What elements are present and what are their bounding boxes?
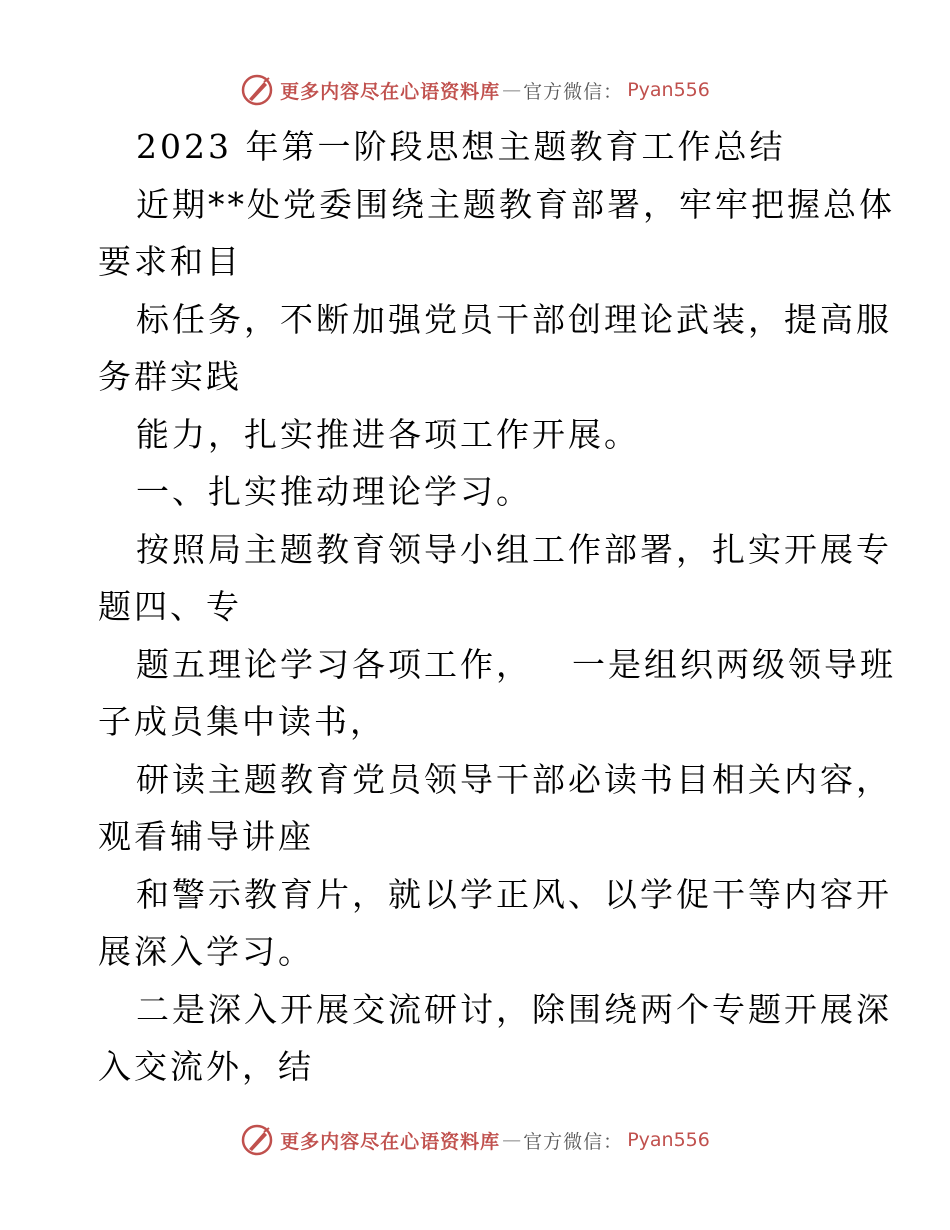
paragraph-line: 要求和目	[98, 242, 242, 281]
paragraph-line: 研读主题教育党员领导干部必读书目相关内容，	[136, 759, 892, 799]
paragraph-line: 标任务，不断加强党员干部创理论武装，提高服	[136, 299, 892, 339]
footer-watermark	[0, 1120, 950, 1160]
paragraph-line: 二是深入开展交流研讨，除围绕两个专题开展深	[136, 989, 892, 1029]
document-body	[98, 118, 896, 1096]
section-heading: 一、扎实推动理论学习。	[136, 472, 532, 511]
paragraph-line: 子成员集中读书，	[98, 702, 386, 741]
paragraph-line: 和警示教育片，就以学正风、以学促干等内容开	[136, 874, 892, 914]
watermark-id: Pyan556	[627, 1129, 710, 1151]
paragraph-line: 近期**处党委围绕主题教育部署，牢牢把握总体	[136, 184, 895, 224]
header-watermark	[0, 70, 950, 110]
watermark-main-text: 更多内容尽在心语资料库	[280, 1130, 501, 1153]
paragraph-line: 入交流外，结	[98, 1047, 314, 1086]
document-title: 2023 年第一阶段思想主题教育工作总结	[136, 127, 786, 166]
watermark-dash: —	[502, 79, 522, 101]
paragraph-segment: 题五理论学习各项工作，	[136, 644, 532, 684]
paragraph-line: 务群实践	[98, 357, 242, 396]
paragraph-line: 题四、专	[98, 587, 242, 626]
paragraph-segment: 一是组织两级领导班	[572, 644, 896, 684]
paragraph-line: 能力，扎实推进各项工作开展。	[136, 414, 640, 454]
paragraph-line: 按照局主题教育领导小组工作部署，扎实开展专	[136, 529, 892, 569]
watermark-dash: —	[502, 1129, 522, 1151]
watermark-sub-text: 官方微信：	[523, 80, 624, 103]
paragraph-line: 展深入学习。	[98, 932, 314, 971]
watermark-sub-text: 官方微信：	[523, 1130, 624, 1153]
watermark-main-text: 更多内容尽在心语资料库	[280, 80, 501, 103]
watermark-id: Pyan556	[627, 79, 710, 101]
paragraph-line	[98, 636, 896, 694]
paragraph-line: 观看辅导讲座	[98, 817, 314, 856]
quill-logo-icon	[240, 73, 274, 107]
quill-logo-icon	[240, 1123, 274, 1157]
